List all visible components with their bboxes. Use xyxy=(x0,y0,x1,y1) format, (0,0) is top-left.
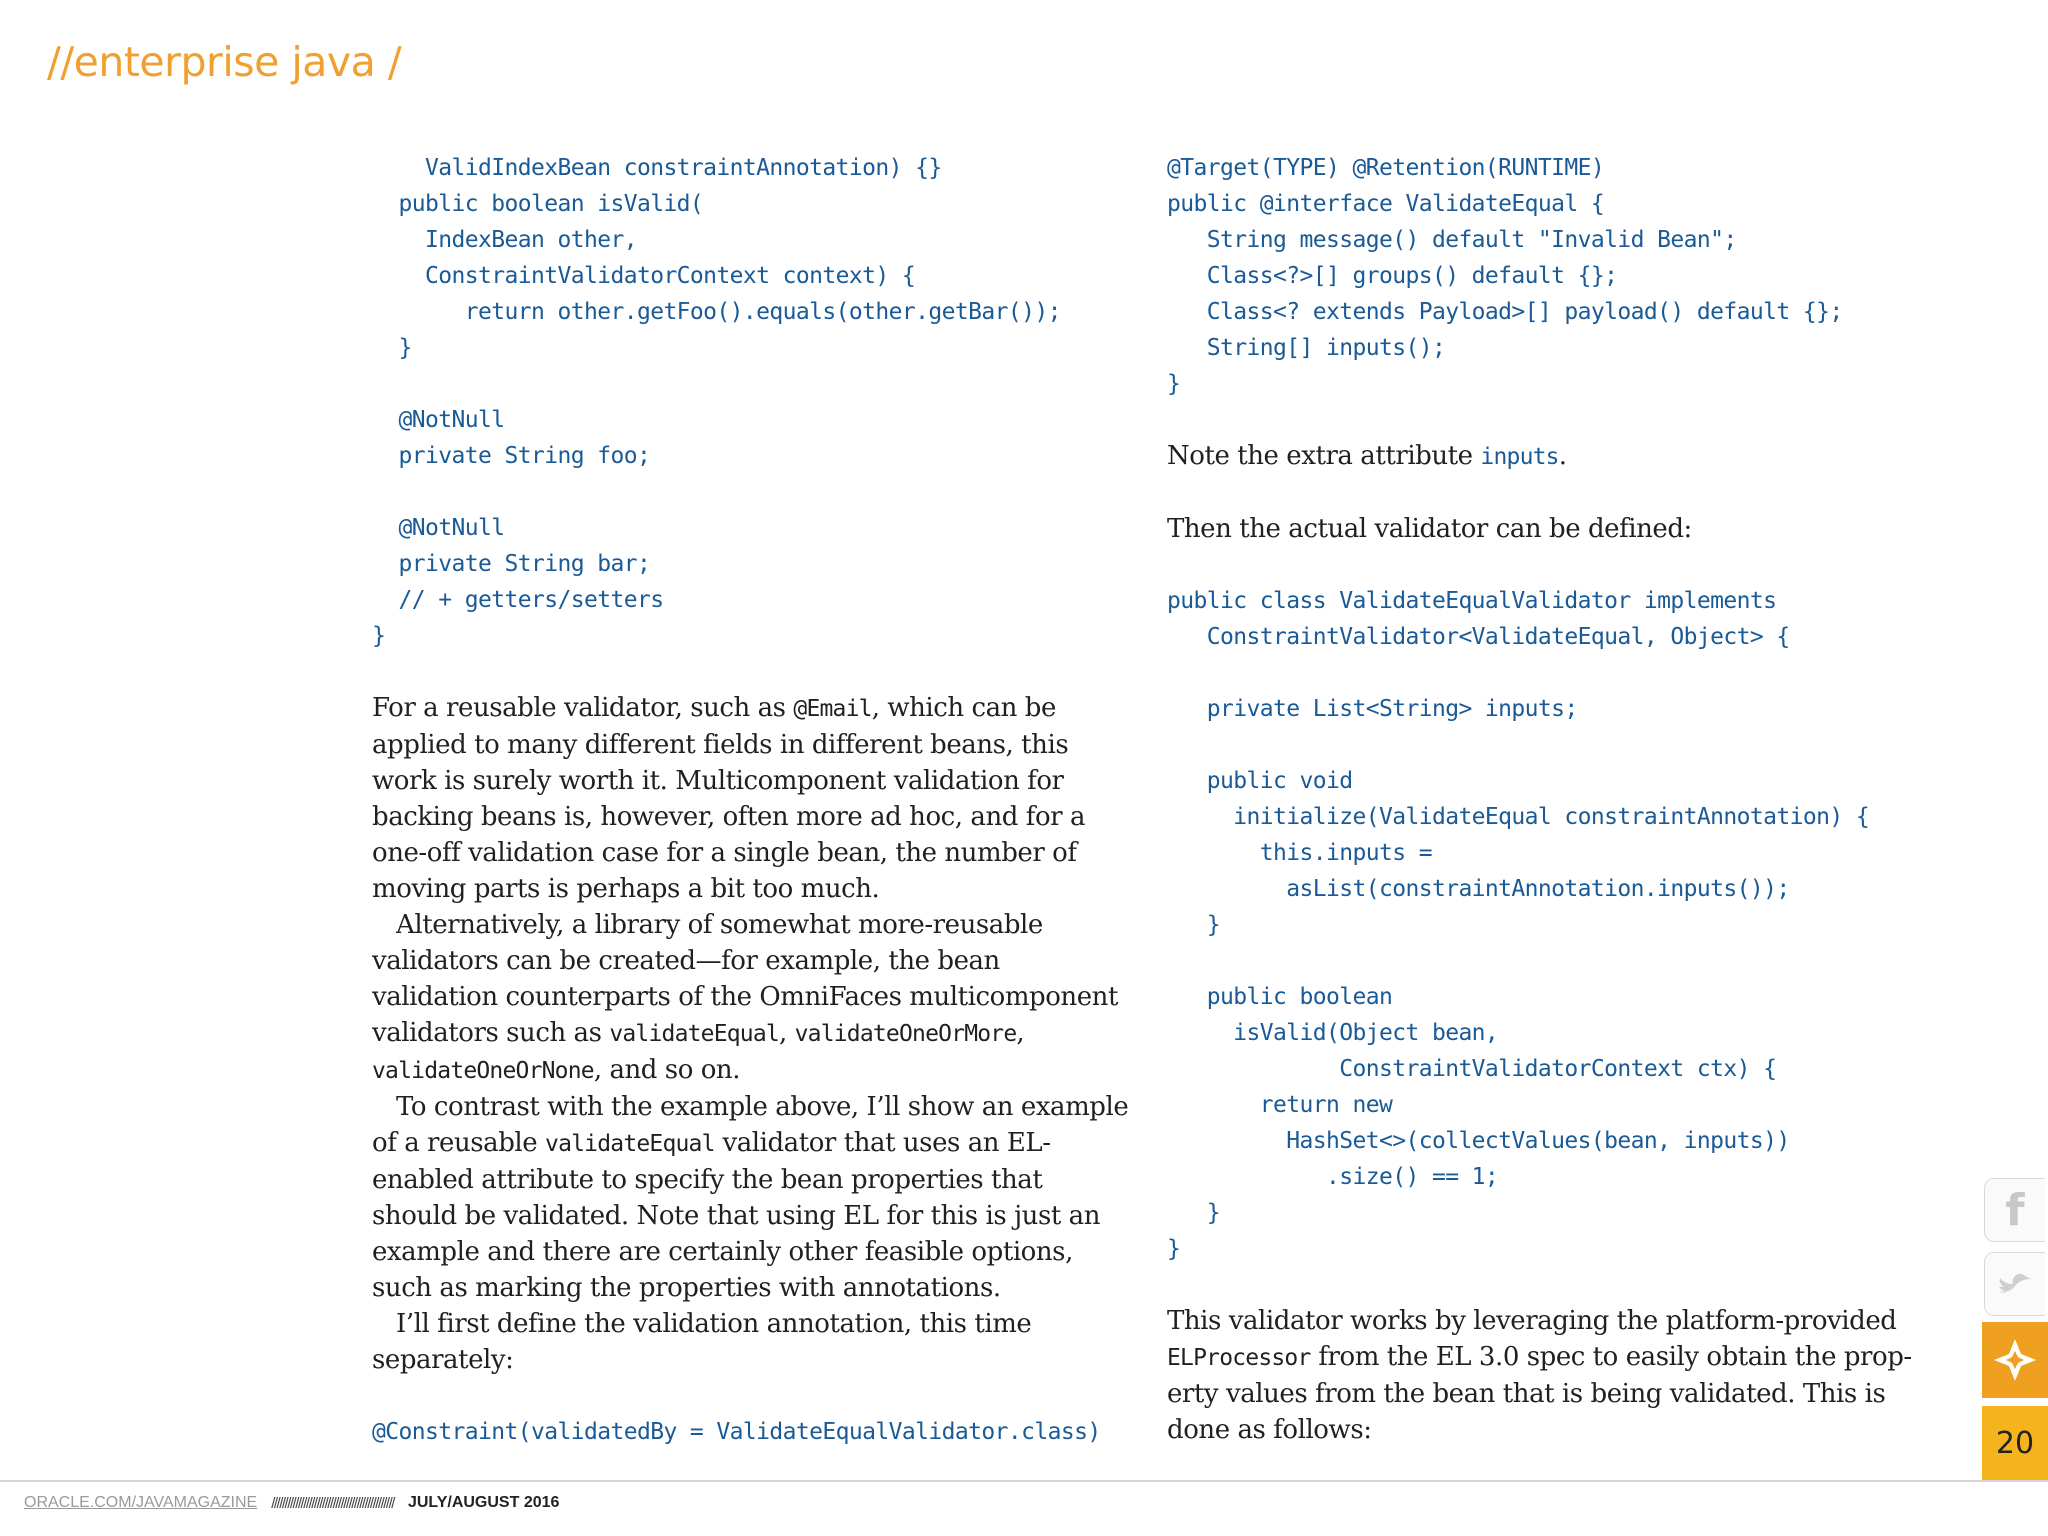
bookmark-star-icon xyxy=(1990,1335,2040,1385)
magazine-link[interactable]: ORACLE.COM/JAVAMAGAZINE xyxy=(24,1494,258,1511)
page-number: 20 xyxy=(1982,1406,2048,1480)
bookmark-button[interactable] xyxy=(1982,1322,2048,1398)
paragraph: Note the extra attribute inputs. xyxy=(1167,441,1567,471)
paragraph: Then the actual validator can be defined: xyxy=(1167,514,1692,544)
section-title: //enterprise java / xyxy=(47,38,402,86)
inline-code: ELProcessor xyxy=(1167,1345,1311,1371)
paragraph: I’ll first define the validation annotation, this time separately: xyxy=(372,1309,1032,1375)
inline-code: @Email xyxy=(793,696,872,722)
footer-separator: ////////////////////////////////////////////// xyxy=(271,1494,394,1512)
twitter-bird-icon xyxy=(1995,1267,2035,1301)
inline-code: inputs xyxy=(1480,444,1559,470)
code-block: public class ValidateEqualValidator implements ConstraintValidator<ValidateEqual, Object> { private List<String> inputs; public void initialize(ValidateEqual constraintAnnotation) { this.inputs = asList(constraintAnnotation.inputs()); } public boolean isValid(Object bean, ConstraintValidatorContext ctx) { return new HashSet<>(collectValues(bean, inputs)) .size() == 1; } } xyxy=(1167,588,1870,1262)
inline-code: validateEqual xyxy=(609,1021,779,1047)
facebook-share-button[interactable] xyxy=(1984,1178,2045,1242)
issue-label: JULY/AUGUST 2016 xyxy=(407,1494,560,1511)
paragraph: This validator works by leveraging the platform-provided ELProcessor from the EL 3.0 spec to easily obtain the property values from the bean that is being validated. This is done as follows: xyxy=(1167,1306,1913,1445)
left-column xyxy=(372,150,1132,1450)
code-block: ValidIndexBean constraintAnnotation) {} public boolean isValid( IndexBean other, ConstraintValidatorContext context) { return other.getFoo().equals(other.getBar()); } @NotNull private String foo; @NotNull private String bar; // + getters/setters } xyxy=(372,155,1061,649)
right-column xyxy=(1167,150,1927,1448)
code-block: @Target(TYPE) @Retention(RUNTIME) public @interface ValidateEqual { String message() default "Invalid Bean"; Class<?>[] groups() default {}; Class<? extends Payload>[] payload() default {}; String[] inputs(); } xyxy=(1167,155,1843,397)
paragraph: Alternatively, a library of somewhat more-reusable validators can be created—for example, the bean validation counterparts of the OmniFaces multicomponent validators such as validateEqual, validateOneOrMore, validateOneOrNone, and so on. xyxy=(372,910,1118,1085)
paragraph: For a reusable validator, such as @Email, which can be applied to many different fields in different beans, this work is surely worth it. Multicomponent validation for backing beans is, however, often more ad hoc, and for a one-off validation case for a single bean, the number of moving parts is perhaps a bit too much. xyxy=(372,693,1086,904)
twitter-share-button[interactable] xyxy=(1984,1252,2045,1316)
inline-code: validateEqual xyxy=(545,1131,715,1157)
footer xyxy=(24,1494,559,1512)
inline-code: validateOneOrMore xyxy=(794,1021,1017,1047)
paragraph: To contrast with the example above, I’ll show an example of a reusable validateEqual validator that uses an EL-enabled attribute to specify the bean properties that should be validated. Note that using EL for this is just an example and there are certainly other feasible options, such as marking the properties with annotations. xyxy=(372,1092,1129,1303)
inline-code: validateOneOrNone xyxy=(372,1058,594,1084)
facebook-icon: f xyxy=(2005,1184,2025,1236)
footer-divider xyxy=(0,1480,2048,1482)
code-block: @Constraint(validatedBy = ValidateEqualValidator.class) xyxy=(372,1419,1101,1445)
